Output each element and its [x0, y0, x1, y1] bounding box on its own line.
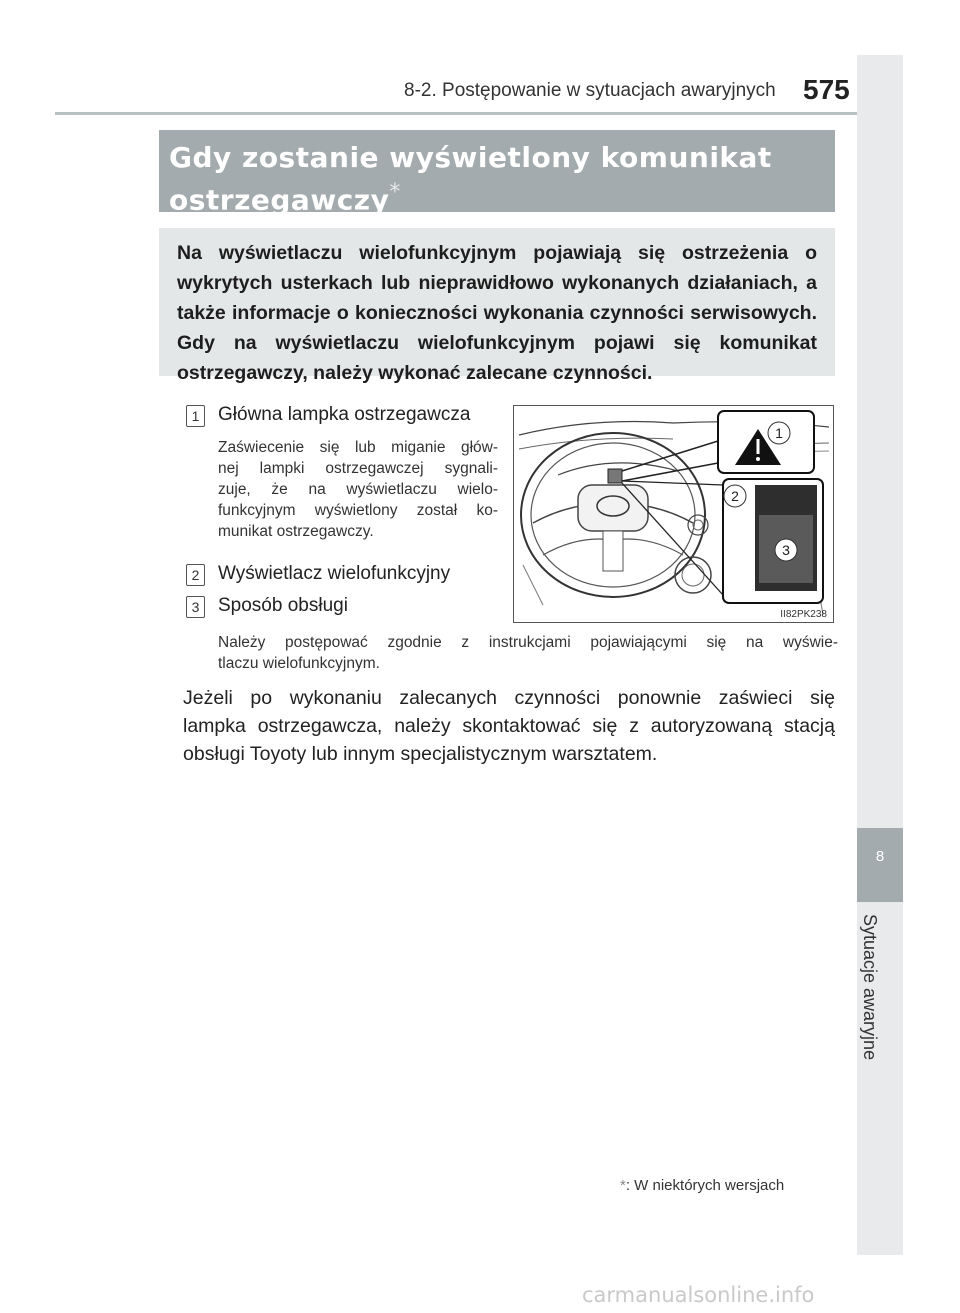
- item-3-title: Sposób obsługi: [218, 595, 348, 616]
- body-line: lampka ostrzegawcza, należy skontaktować się z autoryzowaną stacją: [183, 715, 835, 737]
- body-paragraph: [183, 684, 835, 768]
- section-title: 8-2. Postępowanie w sytuacjach awaryjnych: [404, 80, 776, 101]
- item-1-number: 1: [186, 405, 205, 427]
- item-1-desc-line: nej lampki ostrzegawczej sygnali-: [218, 460, 498, 477]
- item-2-title: Wyświetlacz wielofunkcyjny: [218, 563, 451, 584]
- page-title: [169, 140, 823, 217]
- intro-box: [159, 228, 835, 384]
- dashboard-illustration: [513, 405, 834, 623]
- title-line-1: Gdy zostanie wyświetlony komunikat: [169, 141, 772, 174]
- illustration-code: II82PK238: [780, 609, 827, 620]
- callout-2-label: 2: [731, 488, 739, 504]
- item-1-description: [218, 437, 498, 542]
- item-1-desc-line: Zaświecenie się lub miganie głów-: [218, 439, 498, 456]
- footnote-asterisk: *: [620, 1177, 626, 1194]
- callout-1-label: 1: [775, 425, 783, 441]
- title-banner: [159, 130, 835, 217]
- callout-3-label: 3: [782, 542, 790, 558]
- intro-text: Na wyświetlaczu wielofunkcyjnym pojawiają się ostrzeżenia o wykrytych usterkach lub nieprawidłowo wykonanych działaniach, a także informacje o konieczności wykonania czynności serwisowych. Gdy na wyświetlaczu wielofunkcyjnym pojawi się komunikat ostrzegawczy, należy wykonać zalecane czynności.: [177, 242, 817, 384]
- item-1-desc-line: zuje, że na wyświetlaczu wielo-: [218, 481, 498, 498]
- item-3-description: [218, 632, 838, 674]
- chapter-number: 8: [875, 848, 885, 865]
- chapter-name: Sytuacje awaryjne: [860, 914, 880, 1061]
- footnote: [620, 1177, 784, 1194]
- title-asterisk: *: [389, 180, 401, 205]
- body-line: Jeżeli po wykonaniu zalecanych czynności ponownie zaświeci się: [183, 687, 835, 709]
- item-1-desc-line: munikat ostrzegawczy.: [218, 523, 374, 540]
- body-line: obsługi Toyoty lub innym specjalistycznym warsztatem.: [183, 743, 658, 765]
- chapter-tab: [857, 828, 903, 902]
- item-3-desc-line: Należy postępować zgodnie z instrukcjami pojawiającymi się na wyświe-: [218, 634, 838, 651]
- item-1-title: Główna lampka ostrzegawcza: [218, 404, 471, 425]
- page-number: 575: [803, 74, 850, 105]
- item-3-desc-line: tlaczu wielofunkcyjnym.: [218, 655, 380, 672]
- header-rule: [55, 112, 902, 115]
- footnote-text: : W niektórych wersjach: [625, 1177, 785, 1194]
- side-strip: [857, 55, 903, 1255]
- dashboard-drawing: [513, 405, 834, 623]
- item-3-number: 3: [186, 596, 205, 618]
- title-line-2: ostrzegawczy: [169, 183, 390, 217]
- item-2-number: 2: [186, 564, 205, 586]
- item-1-desc-line: funkcyjnym wyświetlony został ko-: [218, 502, 498, 519]
- watermark: carmanualsonline.info: [582, 1283, 815, 1307]
